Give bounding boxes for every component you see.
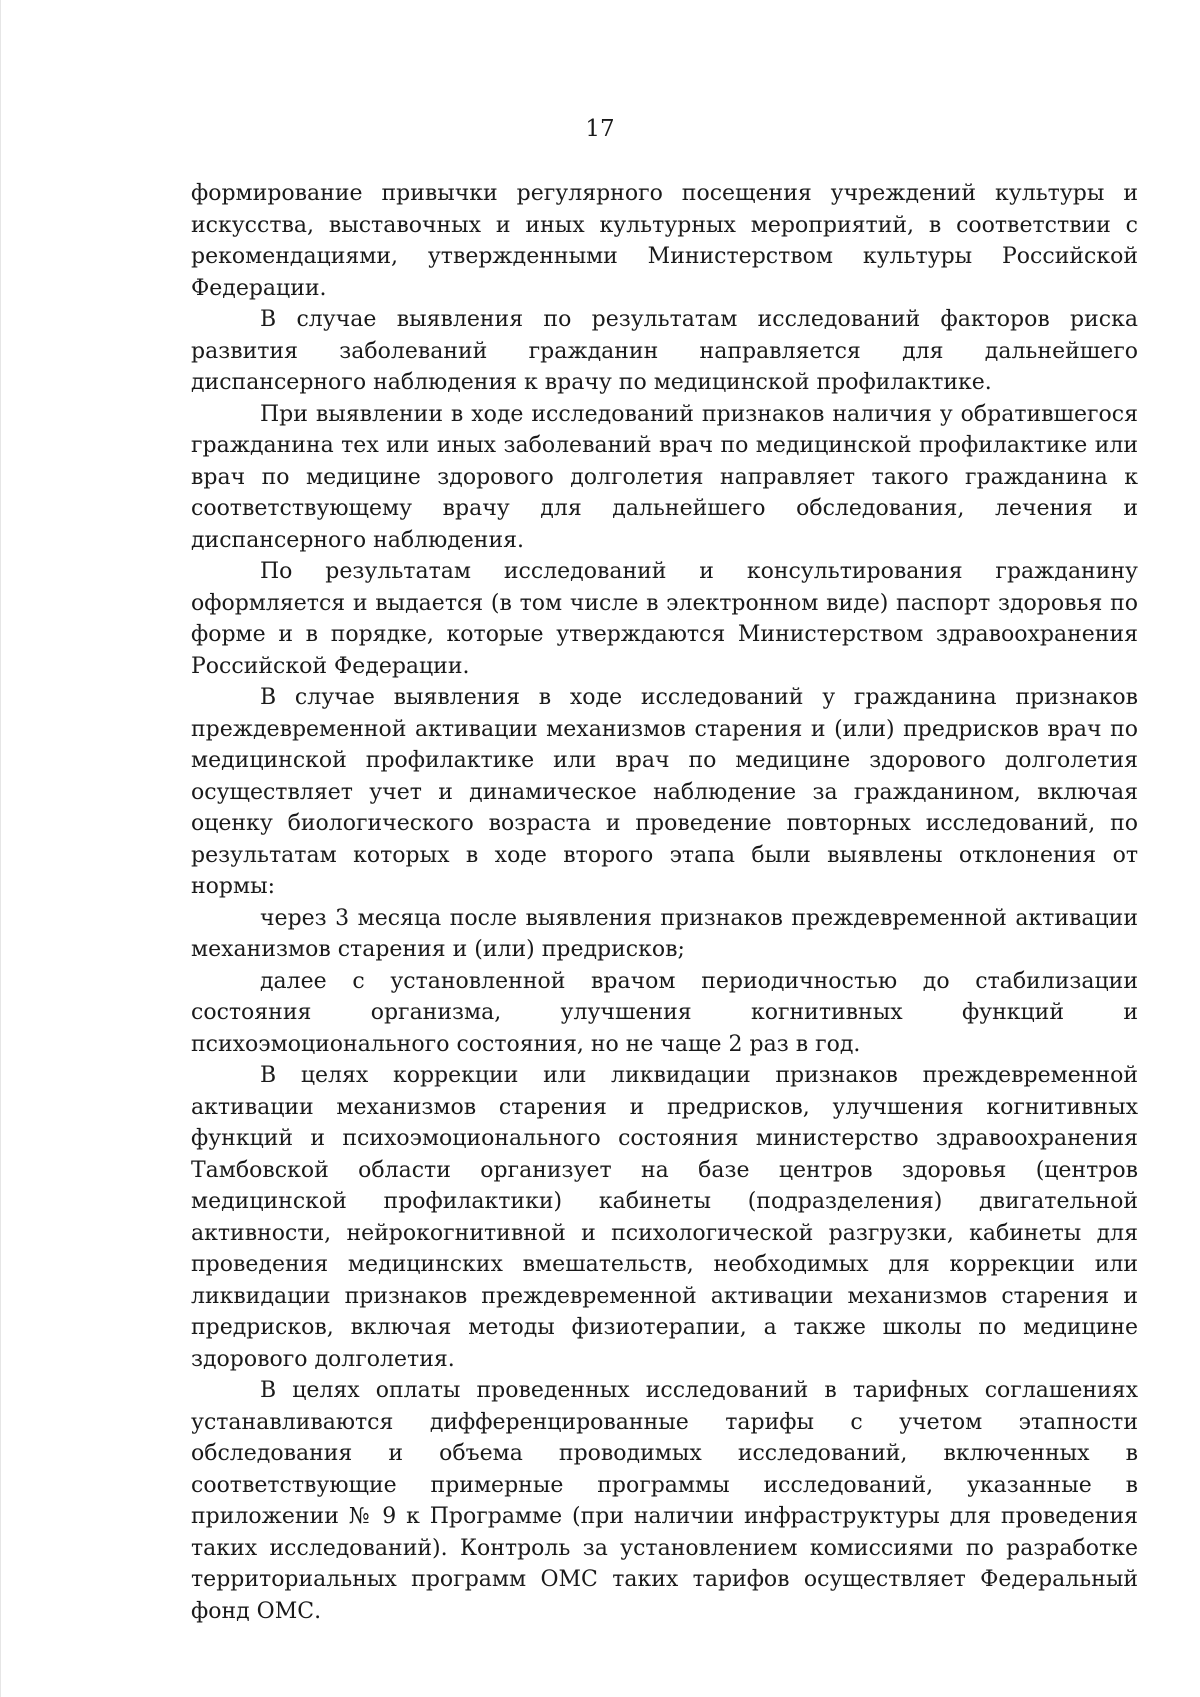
paragraph-6: через 3 месяца после выявления признаков преждевременной активации механизмов старения и (или) предрисков; (191, 905, 1138, 962)
paragraph-4: По результатам исследований и консультирования гражданину оформляется и выдается (в том числе в электронном виде) паспорт здоровья по форме и в порядке, которые утверждаются Министерством здравоохранения Российской Федерации. (191, 559, 1138, 679)
paragraph-8: В целях коррекции или ликвидации признаков преждевременной активации механизмов старения и предрисков, улучшения когнитивных функций и психоэмоционального состояния министерство здравоохранения Тамбовской области организует на базе центров здоровья (центров медицинской профилактики) кабинеты (подразделения) двигательной активности, нейрокогнитивной и психологической разгрузки, кабинеты для проведения медицинских вмешательств, необходимых для коррекции или ликвидации признаков преждевременной активации механизмов старения и предрисков, включая методы физиотерапии, а также школы по медицине здорового долголетия. (191, 1063, 1138, 1372)
document-body (191, 178, 1138, 1627)
paragraph-1: формирование привычки регулярного посещения учреждений культуры и искусства, выставочных и иных культурных мероприятий, в соответствии с рекомендациями, утвержденными Министерством культуры Российской Федерации. (191, 181, 1138, 301)
paragraph-5: В случае выявления в ходе исследований у гражданина признаков преждевременной активации механизмов старения и (или) предрисков врач по медицинской профилактике или врач по медицине здорового долголетия осуществляет учет и динамическое наблюдение за гражданином, включая оценку биологического возраста и проведение повторных исследований, по результатам которых в ходе второго этапа были выявлены отклонения от нормы: (191, 685, 1138, 899)
paragraph-3: При выявлении в ходе исследований признаков наличия у обратившегося гражданина тех или иных заболеваний врач по медицинской профилактике или врач по медицине здорового долголетия направляет такого гражданина к соответствующему врачу для дальнейшего обследования, лечения и диспансерного наблюдения. (191, 401, 1138, 553)
paragraph-9: В целях оплаты проведенных исследований в тарифных соглашениях устанавливаются дифференцированные тарифы с учетом этапности обследования и объема проводимых исследований, включенных в соответствующие примерные программы исследований, указанные в приложении № 9 к Программе (при наличии инфраструктуры для проведения таких исследований). Контроль за установлением комиссиями по разработке территориальных программ ОМС таких тарифов осуществляет Федеральный фонд ОМС. (191, 1378, 1138, 1624)
paragraph-2: В случае выявления по результатам исследований факторов риска развития заболеваний гражданин направляется для дальнейшего диспансерного наблюдения к врачу по медицинской профилактике. (191, 307, 1138, 395)
paragraph-7: далее с установленной врачом периодичностью до стабилизации состояния организма, улучшения когнитивных функций и психоэмоционального состояния, но не чаще 2 раз в год. (191, 968, 1138, 1057)
page-number: 17 (585, 116, 615, 142)
